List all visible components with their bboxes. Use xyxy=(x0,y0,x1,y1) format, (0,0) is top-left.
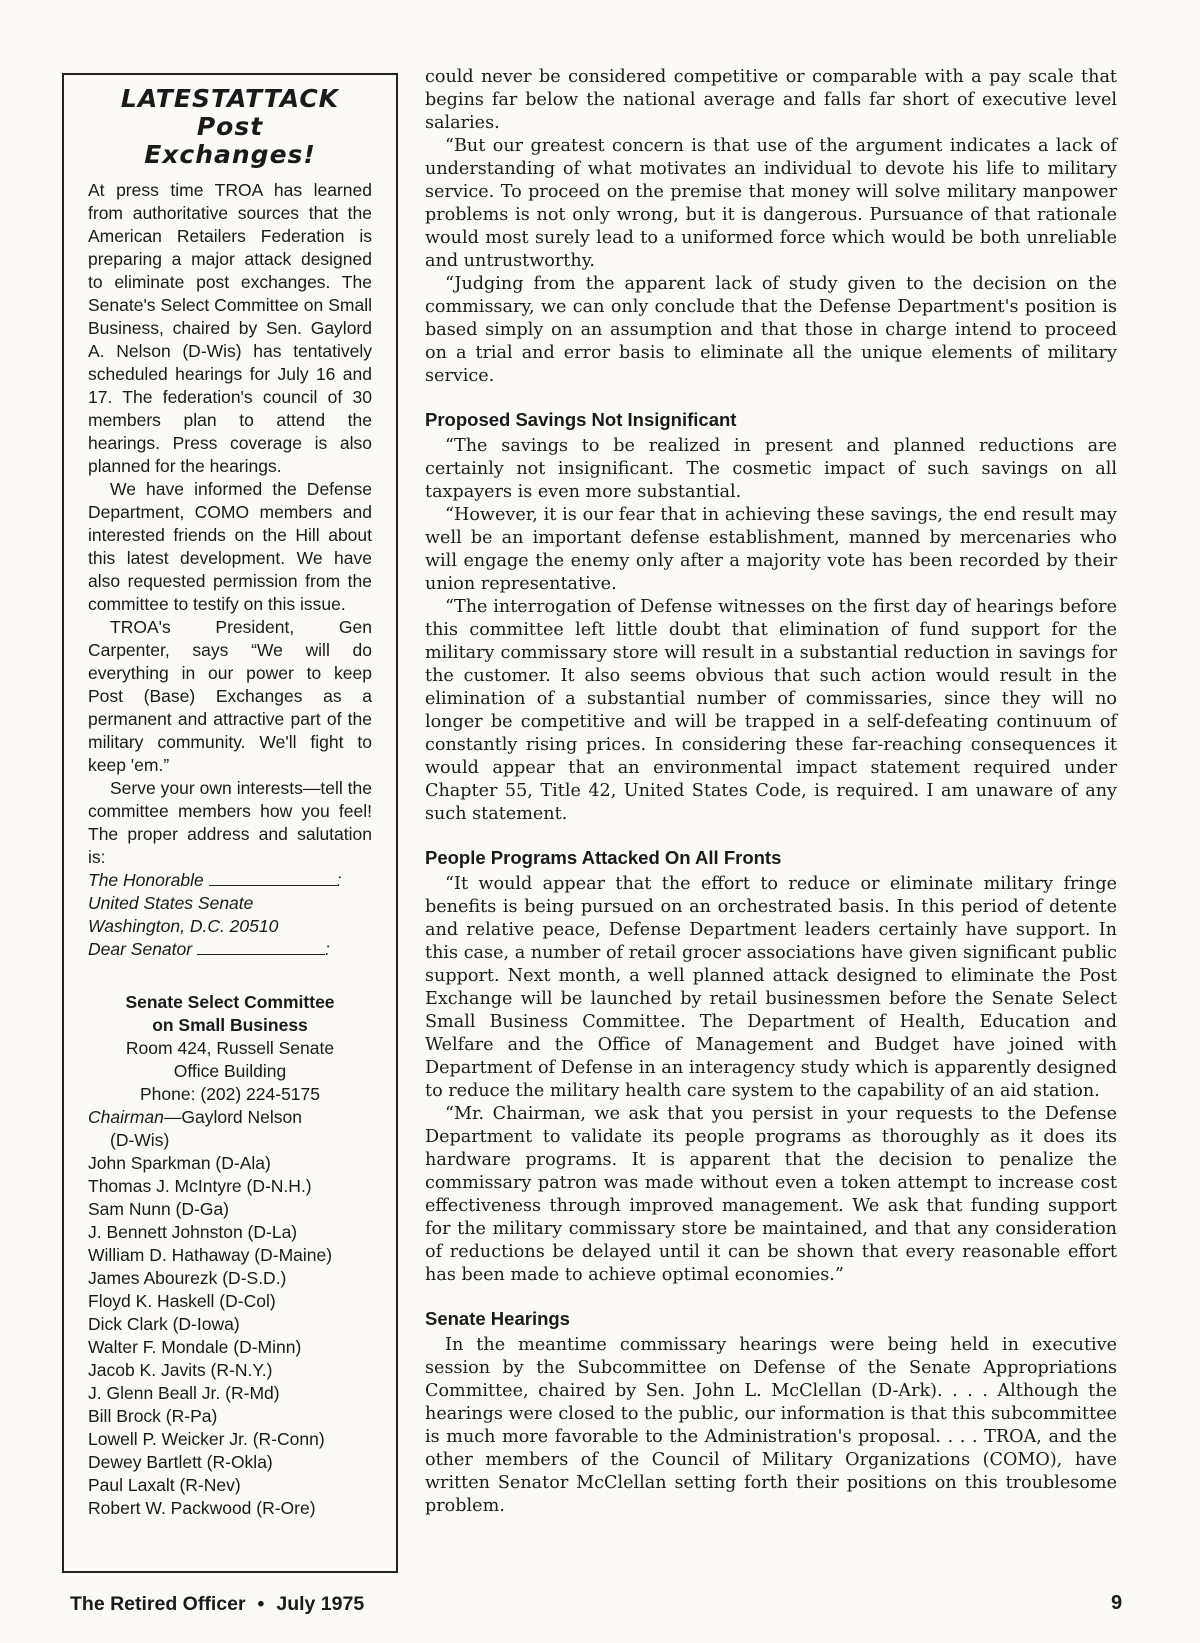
committee-member: Dick Clark (D-Iowa) xyxy=(88,1314,240,1334)
body-paragraph: In the meantime commissary hearings were being held in executive session by the Subcommittee on Defense of the Senate Appropriations Committee, chaired by Sen. John L. McClellan (D-Ark). . . . Although the hearings were closed to the public, our information is that this subcommittee is much more favorable to the Administration's proposal. . . . TROA, and the other members of the Council of Military Organizations (COMO), have written Senator McClellan setting forth their positions on this troublesome problem. xyxy=(425,1335,1117,1516)
sidebar-box xyxy=(62,73,398,1573)
committee-room: Room 424, Russell Senate xyxy=(125,1038,335,1058)
committee-member: James Abourezk (D-S.D.) xyxy=(88,1268,287,1288)
body-paragraph: “The interrogation of Defense witnesses on the first day of hearings before this committee left little doubt that elimination of fund support for the military commissary store will result in a substantial reduction in savings for the customer. It also seems obvious that such action would result in the elimination of a substantial number of commissaries, since they will no longer be competitive and will be trapped in a self-defeating continuum of constantly rising prices. In considering these far-reaching consequences it would appear that an environmental impact statement required under Chapter 55, Title 42, United States Code, is required. I am unaware of any such statement. xyxy=(425,597,1117,824)
body-paragraph: “The savings to be realized in present and planned reductions are certainly not insignificant. The cosmetic impact of such savings on all taxpayers is even more substantial. xyxy=(425,436,1117,502)
committee-member: John Sparkman (D-Ala) xyxy=(88,1153,271,1173)
sidebar-paragraph: Serve your own interests—tell the committee members how you feel! The proper address and salutation is: xyxy=(88,778,372,867)
body-paragraph: “However, it is our fear that in achieving these savings, the end result may well be an important defense establishment, manned by mercenaries who will engage the enemy only after a majority vote has been recorded by their union representative. xyxy=(425,505,1117,594)
body-paragraph: “It would appear that the effort to reduce or eliminate military fringe benefits is being pursued on an orchestrated basis. In this period of detente and relative peace, Defense Department leaders certainly have support. In this case, a number of retail grocer associations have given significant public support. Next month, a well planned attack designed to eliminate the Post Exchange will be launched by retail businessmen before the Senate Select Small Business Committee. The Department of Health, Education and Welfare and the Office of Management and Budget have joined with Department of Defense in an interagency study which is apparently designed to reduce the military health care system to the capability of an aid station. xyxy=(425,874,1117,1101)
committee-building: Office Building xyxy=(173,1061,287,1081)
address-honorable: The Honorable xyxy=(88,870,204,890)
committee-member: Floyd K. Haskell (D-Col) xyxy=(88,1291,276,1311)
committee-member: J. Bennett Johnston (D-La) xyxy=(88,1222,298,1242)
publication-name: The Retired Officer xyxy=(70,1593,246,1615)
salutation-colon: : xyxy=(324,939,330,959)
committee-chairman xyxy=(88,1106,372,1129)
section-heading: Proposed Savings Not Insignificant xyxy=(425,409,737,430)
chairman-name: —Gaylord Nelson xyxy=(163,1107,302,1127)
salutation-text: Dear Senator xyxy=(88,939,193,959)
section-heading: Senate Hearings xyxy=(425,1308,570,1329)
committee-block xyxy=(88,991,372,1520)
salutation-blank-line xyxy=(197,940,325,955)
body-paragraph: “Judging from the apparent lack of study given to the decision on the commissary, we can only conclude that the Defense Department's position is based simply on an assumption and that those in charge intend to proceed on a trial and error basis to eliminate all the unique elements of military service. xyxy=(425,274,1117,386)
committee-member: Dewey Bartlett (R-Okla) xyxy=(88,1452,273,1472)
committee-member: Bill Brock (R-Pa) xyxy=(88,1406,218,1426)
sidebar-title xyxy=(88,85,372,169)
page-number: 9 xyxy=(1111,1592,1123,1614)
body-paragraph: “Mr. Chairman, we ask that you persist in your requests to the Defense Department to validate its people programs as thoroughly as it does its hardware programs. It is apparent that the decision to penalize the commissary patron was made without even a token attempt to increase cost effectiveness through improved management. We ask that funding support for the military commissary store be maintained, and that any consideration of reductions be delayed until it can be shown that every reasonable effort has been made to achieve optimal economies.” xyxy=(425,1104,1117,1285)
issue-date: July 1975 xyxy=(276,1593,365,1615)
address-block xyxy=(88,869,372,961)
committee-member: J. Glenn Beall Jr. (R-Md) xyxy=(88,1383,280,1403)
committee-heading-line: Senate Select Committee xyxy=(125,992,335,1012)
main-column xyxy=(425,66,1117,1518)
chairman-label: Chairman xyxy=(88,1107,164,1127)
page-footer xyxy=(70,1593,364,1616)
committee-member: William D. Hathaway (D-Maine) xyxy=(88,1245,333,1265)
address-line xyxy=(88,869,372,892)
address-senate: United States Senate xyxy=(88,893,254,913)
committee-member: Jacob K. Javits (R-N.Y.) xyxy=(88,1360,273,1380)
address-colon: : xyxy=(336,870,342,890)
committee-member: Lowell P. Weicker Jr. (R-Conn) xyxy=(88,1429,325,1449)
committee-member: Paul Laxalt (R-Nev) xyxy=(88,1475,241,1495)
sidebar-title-line: Post xyxy=(196,112,264,141)
sidebar-paragraph: TROA's President, Gen Carpenter, says “We will do everything in our power to keep Post (Base) Exchanges as a permanent and attractive part of the military community. We'll fight to keep 'em.” xyxy=(88,617,372,775)
body-paragraph: “But our greatest concern is that use of the argument indicates a lack of understanding of what motivates an individual to devote his life to military service. To proceed on the premise that money will solve military manpower problems is not only wrong, but it is dangerous. Pursuance of that rationale would most surely lead to a uniformed force which would be both unreliable and untrustworthy. xyxy=(425,136,1117,271)
chairman-party: (D-Wis) xyxy=(110,1130,170,1150)
committee-heading xyxy=(88,991,372,1037)
sidebar-paragraph: We have informed the Defense Department, COMO members and interested friends on the Hill about this latest development. We have also requested permission from the committee to testify on this issue. xyxy=(88,479,372,614)
committee-member: Robert W. Packwood (R-Ore) xyxy=(88,1498,316,1518)
sidebar-title-line: Exchanges! xyxy=(144,140,316,169)
address-city: Washington, D.C. 20510 xyxy=(88,916,279,936)
address-blank-line xyxy=(209,871,337,886)
committee-member: Thomas J. McIntyre (D-N.H.) xyxy=(88,1176,312,1196)
committee-heading-line: on Small Business xyxy=(152,1015,308,1035)
salutation-line xyxy=(88,938,372,961)
committee-member: Sam Nunn (D-Ga) xyxy=(88,1199,230,1219)
sidebar-paragraph: At press time TROA has learned from authoritative sources that the American Retailers Federation is preparing a major attack designed to eliminate post exchanges. The Senate's Select Committee on Small Business, chaired by Sen. Gaylord A. Nelson (D-Wis) has tentatively scheduled hearings for July 16 and 17. The federation's council of 30 members plan to attend the hearings. Press coverage is also planned for the hearings. xyxy=(88,180,372,476)
section-heading: People Programs Attacked On All Fronts xyxy=(425,847,782,868)
footer-bullet: • xyxy=(257,1593,265,1615)
sidebar-title-line: LATESTATTACK xyxy=(120,84,340,113)
committee-member: Walter F. Mondale (D-Minn) xyxy=(88,1337,302,1357)
committee-phone: Phone: (202) 224-5175 xyxy=(140,1084,320,1104)
body-paragraph: could never be considered competitive or comparable with a pay scale that begins far below the national average and falls far short of executive level salaries. xyxy=(425,67,1117,133)
